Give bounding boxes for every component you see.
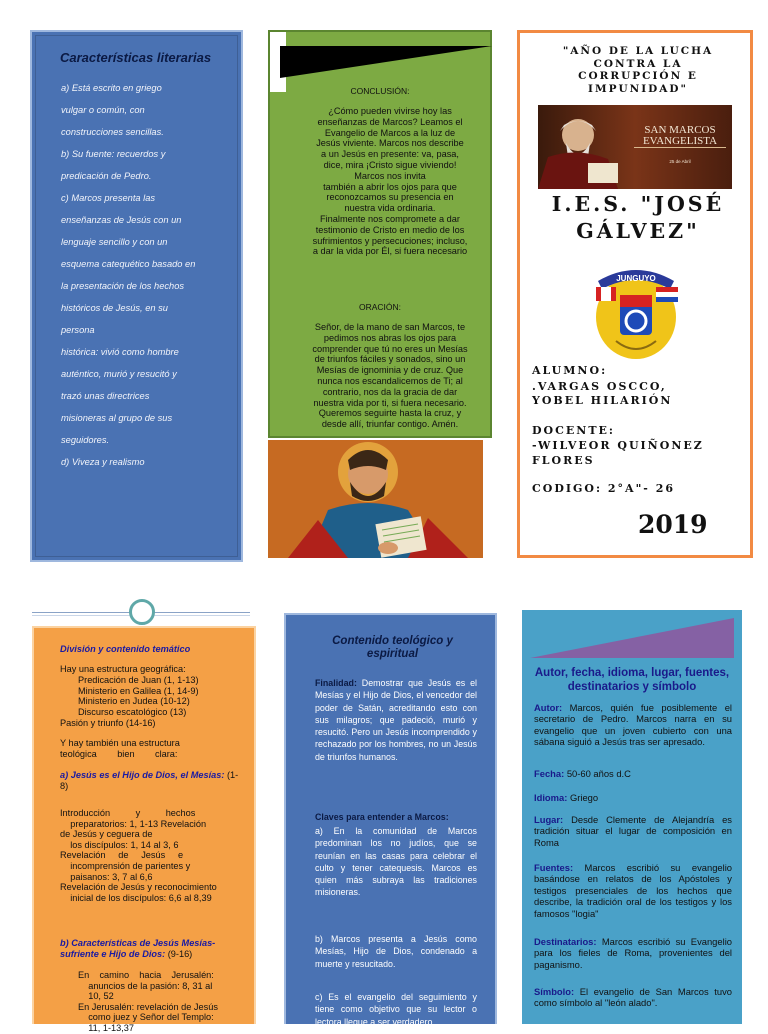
section-a-item: paisanos: 3, 7 al 6,6: [60, 871, 153, 882]
prayer-line: pedimos nos abras los ojos para: [323, 332, 457, 343]
black-triangle-decoration: [280, 46, 492, 78]
conclusion-line: dice, mira ¡Cristo sigue viviendo!: [323, 159, 457, 170]
section-a-item: incomprensión de parientes y: [60, 860, 191, 871]
section-a-item: Revelación de Jesús y reconocimiento: [60, 882, 217, 893]
conclusion-line: enseñanzas de Marcos? Leamos el: [317, 116, 463, 127]
section-a-item: inicial de los discípulos: 6,6 al 8,39: [60, 892, 212, 903]
prayer-line: Señor, de la mano de san Marcos, te: [314, 322, 466, 332]
theological-content-title: Contenido teológico y espiritual: [332, 635, 453, 660]
section-b-item: En Jerusalén: revelación de Jesús: [78, 1001, 218, 1012]
motto-line: "AÑO DE LA LUCHA: [562, 45, 714, 57]
section-a-heading: a) Jesús es el Hijo de Dios, el Mesías: (1-8): [60, 770, 239, 791]
cover-panel: [517, 30, 753, 558]
prayer-line: nuestra vida por ti, si fuera necesario.: [313, 397, 467, 408]
teacher-name-line-1: -WILVEOR QUIÑONEZ: [532, 439, 704, 452]
school-emblem-icon: [586, 261, 686, 361]
section-b-item: 10, 52: [78, 991, 114, 1002]
literary-feature-line: auténtico, murió y resucitó y: [61, 369, 177, 379]
year-motto: [540, 45, 736, 95]
year-label: 2019: [638, 510, 708, 539]
student-label: ALUMNO:: [532, 364, 608, 377]
prayer-line: Mesías de ignominia y de cruz. Que: [316, 365, 464, 376]
section-a-item: preparatorios: 1, 1-13 Revelación: [60, 818, 207, 829]
conclusion-heading: CONCLUSIÓN:: [350, 86, 410, 96]
conclusion-line: Evangelio de Marcos a la luz de: [324, 127, 456, 138]
school-name-line: GÁLVEZ": [576, 219, 700, 243]
conclusion-line: sufrimientos y persecuciones; incluso,: [312, 235, 468, 246]
section-a-list: [60, 808, 245, 903]
san-marcos-banner-image: [538, 105, 732, 189]
sources-paragraph: Fuentes: Marcos escribió su evangelio basándose en relatos de los Apóstoles y testigos presenciales de los hechos que describe, la tradición oral de los testigos y los famosos "logia": [534, 862, 732, 919]
theological-content-panel: [284, 613, 497, 1027]
section-b-item: 11, 1-13,37: [78, 1022, 135, 1033]
geographic-item: Ministerio en Judea (10-12): [78, 696, 190, 707]
banner-date: 25 de Abril: [669, 159, 691, 164]
keys-heading: Claves para entender a Marcos:: [315, 812, 449, 822]
teacher-name-line-2: FLORES: [532, 454, 595, 467]
prayer-line: contrario, nos da la gracia de dar: [322, 386, 458, 397]
geographic-item: Ministerio en Galilea (1, 14-9): [78, 685, 199, 696]
conclusion-text: [300, 106, 480, 257]
conclusion-line: Finalmente nos compromete a dar: [320, 213, 460, 224]
thematic-division-title: División y contenido temático: [60, 644, 191, 654]
thematic-division-panel: [32, 626, 256, 1033]
section-b-item: anuncios de la pasión: 8, 31 al: [78, 980, 213, 991]
author-info-panel: [522, 610, 742, 1024]
school-name-line: I.E.S. "JOSÉ: [551, 192, 725, 216]
prayer-heading: ORACIÓN:: [358, 302, 402, 312]
conclusion-line: también a abrir los ojos para que: [323, 181, 457, 192]
author-info-title: Autor, fecha, idioma, lugar, fuentes, destinatarios y símbolo: [534, 667, 730, 693]
purple-triangle-decoration: [530, 618, 734, 658]
school-name: [530, 191, 746, 245]
literary-feature-line: a) Está escrito en griego: [61, 83, 162, 93]
literary-feature-line: histórica: vivió como hombre: [61, 347, 179, 357]
conclusion-line: testimonio de Cristo en medio de los: [315, 224, 465, 235]
section-b-list: [78, 970, 248, 1034]
literary-feature-line: vulgar o común, con: [61, 105, 145, 115]
author-paragraph: Autor: Marcos, quién fue posiblemente el secretario de Pedro. Marcos narra en su evangelio que un joven cubierto con una sábana siguió a Jesús tras ser apresado.: [534, 702, 732, 748]
section-b-heading: b) Características de Jesús Mesías-sufriente e Hijo de Dios: (9-16): [60, 938, 216, 959]
literary-feature-line: enseñanzas de Jesús con un: [61, 215, 182, 225]
section-a-item: de Jesús y ceguera de: [60, 829, 153, 840]
literary-feature-line: la presentación de los hechos: [61, 281, 185, 291]
theological-intro-1: Y hay también una estructura: [60, 738, 180, 748]
literary-feature-line: c) Marcos presenta las: [61, 193, 156, 203]
geographic-item: Discurso escatológico (13): [78, 706, 187, 717]
key-b-paragraph: b) Marcos presenta a Jesús como Mesías, Hijo de Dios, condenado a muerte y resucitado.: [315, 934, 477, 969]
student-name-line-1: .VARGAS OSCCO,: [532, 380, 667, 393]
literary-feature-line: d) Viveza y realismo: [61, 457, 145, 467]
conclusion-line: a dar la vida por Él, si fuera necesario: [312, 246, 468, 257]
place-paragraph: Lugar: Desde Clemente de Alejandría es tradición situar el lugar de composición en Roma: [534, 814, 732, 848]
conclusion-line: Jesús viviente. Marcos nos describe: [316, 138, 464, 149]
symbol-paragraph: Símbolo: El evangelio de San Marcos tuvo como símbolo al "león alado".: [534, 986, 732, 1009]
conclusion-line: ¿Cómo pueden vivirse hoy las: [328, 106, 452, 116]
literary-features-list: [32, 77, 241, 473]
key-a-paragraph: a) En la comunidad de Marcos predominan los no judíos, que se reunían en las casas para celebrar el culto y tener catequesis. Marcos es quien más subraya las tradiciones misioneras.: [315, 826, 477, 898]
code-line: CODIGO: 2°A"- 26: [532, 482, 676, 495]
purpose-paragraph: Finalidad: Demostrar que Jesús es el Mesías y el Hijo de Dios, el vencedor del poder de Satán, acreditando esto con sus milagros; que padeció, murió y resucitó. Pero un Jesús incomprendido y rechazado por los hombres, no un Jesús de triunfos humanos.: [315, 678, 477, 762]
geographic-list: [78, 675, 246, 717]
literary-feature-line: lenguaje sencillo y con un: [61, 237, 168, 247]
ring-ornament-icon: [129, 599, 155, 625]
prayer-text: [300, 322, 480, 430]
section-b-item: En camino hacia Jerusalén:: [78, 970, 214, 980]
prayer-line: desde allí, triunfar contigo. Amén.: [321, 419, 459, 430]
conclusion-line: Marcos nos invita: [354, 170, 426, 181]
literary-features-panel: [30, 30, 243, 562]
literary-feature-line: seguidores.: [61, 435, 110, 445]
prayer-line: de triunfos fáciles y sonados, sino un: [314, 354, 466, 365]
conclusion-panel: [268, 30, 492, 438]
conclusion-line: a un Jesús en presente: va, pasa,: [321, 149, 459, 160]
emblem-text: JUNGUYO: [616, 274, 656, 283]
student-name-line-2: YOBEL HILARIÓN: [532, 394, 673, 407]
banner-title: SAN MARCOS EVANGELISTA: [642, 124, 718, 147]
prayer-line: Queremos seguirte hasta la cruz, y: [318, 408, 462, 419]
literary-feature-line: persona: [61, 325, 95, 335]
recipients-paragraph: Destinatarios: Marcos escribió su Evangelio para los fieles de Roma, provenientes del paganismo.: [534, 936, 732, 970]
literary-feature-line: construcciones sencillas.: [61, 127, 164, 137]
section-a-item: Introducción y hechos: [60, 808, 196, 818]
literary-feature-line: misioneras al grupo de sus: [61, 413, 173, 423]
literary-features-title: Características literarias: [60, 50, 212, 65]
motto-line: IMPUNIDAD": [588, 82, 688, 95]
conclusion-line: nuestra vida ordinaria.: [344, 203, 436, 214]
literary-feature-line: históricos de Jesús, en su: [61, 303, 168, 313]
theological-intro-2: teológica bien clara:: [60, 749, 178, 759]
motto-line: CONTRA LA: [593, 57, 683, 70]
literary-feature-line: trazó unas directrices: [61, 391, 150, 401]
literary-feature-line: b) Su fuente: recuerdos y: [61, 149, 166, 159]
prayer-line: nunca nos escandalicemos de Ti; al: [317, 375, 463, 386]
section-a-item: Revelación de Jesús e: [60, 850, 184, 861]
section-b-item: como juez y Señor del Templo:: [78, 1012, 214, 1023]
key-c-paragraph: c) Es el evangelio del seguimiento y tiene como objetivo que su lector o lectora llegue a ser verdadero: [315, 992, 477, 1027]
conclusion-line: reconozcamos su presencia en: [326, 192, 454, 203]
passion-line: Pasión y triunfo (14-16): [60, 718, 156, 728]
saint-mark-icon-image: [268, 440, 483, 558]
date-paragraph: Fecha: 50-60 años d.C: [534, 768, 631, 779]
language-paragraph: Idioma: Griego: [534, 792, 599, 803]
literary-feature-line: esquema catequético basado en: [61, 259, 196, 269]
geographic-item: Predicación de Juan (1, 1-13): [78, 675, 199, 685]
geographic-intro: Hay una estructura geográfica:: [60, 664, 186, 674]
literary-feature-line: predicación de Pedro.: [61, 171, 152, 181]
section-a-item: los discípulos: 1, 14 al 3, 6: [60, 839, 179, 850]
teacher-label: DOCENTE:: [532, 424, 615, 437]
prayer-line: comprender que tú no eres un Mesías: [312, 343, 468, 354]
motto-line: CORRUPCIÓN E: [578, 70, 698, 82]
